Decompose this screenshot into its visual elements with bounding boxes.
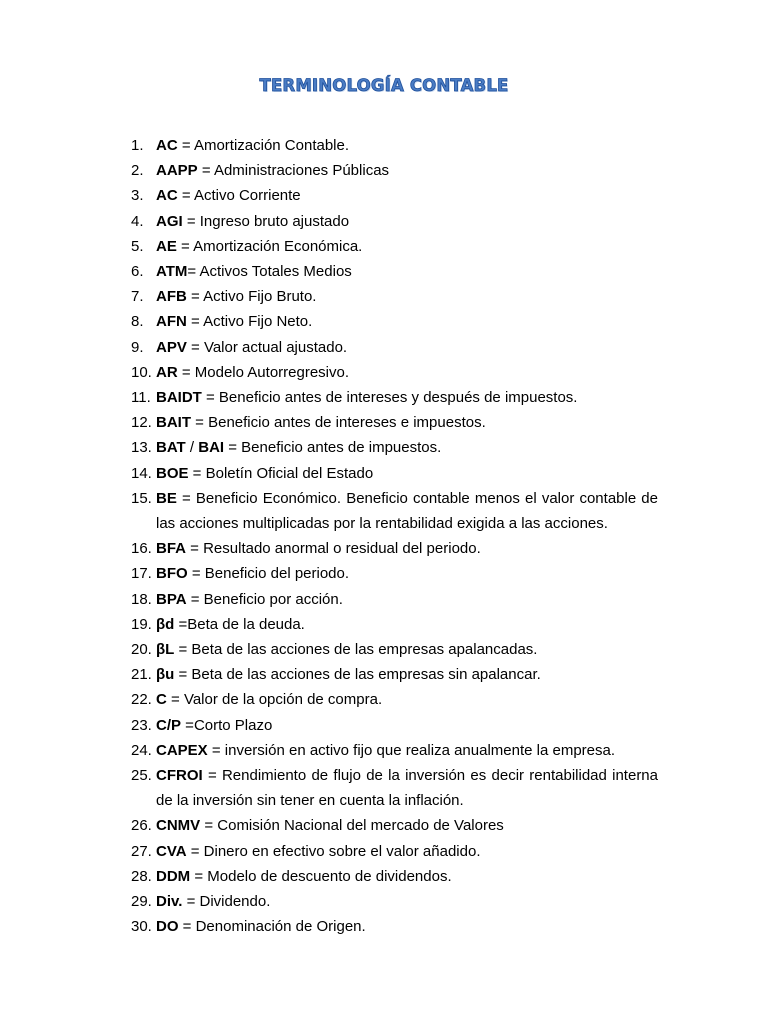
- list-item: [131, 284, 658, 309]
- item-number: 20.: [131, 641, 152, 659]
- item-number: 16.: [131, 540, 152, 558]
- term-definition: = Beneficio antes de impuestos.: [224, 439, 442, 457]
- term-abbreviation: βu: [156, 666, 175, 684]
- item-number: 18.: [131, 590, 152, 608]
- item-number: 9.: [131, 338, 144, 356]
- term-definition: = Activos Totales Medios: [187, 263, 352, 281]
- item-number: 8.: [131, 313, 144, 331]
- item-number: 22.: [131, 691, 152, 709]
- term-text: [156, 889, 658, 914]
- term-abbreviation: AFN: [156, 313, 187, 331]
- term-definition: = Ingreso bruto ajustado: [182, 212, 350, 230]
- item-number: 2.: [131, 162, 144, 180]
- term-text: [156, 587, 658, 612]
- term-abbreviation: AC: [156, 137, 178, 154]
- term-abbreviation: AGI: [156, 212, 183, 230]
- term-abbreviation: BAIT: [156, 414, 191, 432]
- list-item: [131, 687, 658, 712]
- list-item: [131, 385, 658, 410]
- term-abbreviation: BFA: [156, 540, 186, 558]
- term-definition: = Valor actual ajustado.: [186, 338, 348, 356]
- term-text: [156, 864, 658, 889]
- term-text: [156, 637, 658, 662]
- term-text: [156, 183, 658, 208]
- item-number: 11.: [131, 389, 151, 407]
- list-item: [131, 183, 658, 208]
- term-text: [156, 612, 658, 637]
- item-number: 23.: [131, 716, 152, 734]
- item-number: 14.: [131, 464, 152, 482]
- term-text: [156, 536, 658, 561]
- term-text: [156, 385, 658, 410]
- term-text: [156, 335, 658, 360]
- list-item: [131, 813, 658, 838]
- term-definition: = inversión en activo fijo que realiza anualmente la empresa.: [207, 741, 616, 759]
- term-definition: = Activo Corriente: [177, 187, 301, 205]
- item-number: 7.: [131, 288, 144, 306]
- list-item: [131, 889, 658, 914]
- term-text: [156, 461, 658, 486]
- term-definition: = Beneficio antes de intereses e impuestos.: [191, 414, 486, 432]
- term-text: [156, 259, 658, 284]
- item-number: 26.: [131, 817, 152, 835]
- item-number: 25.: [131, 767, 152, 785]
- term-abbreviation: DDM: [156, 867, 191, 885]
- term-abbreviation: DO: [156, 918, 179, 936]
- list-item: [131, 259, 658, 284]
- list-item: [131, 662, 658, 687]
- term-definition: = Amortización Contable.: [177, 137, 350, 154]
- term-text: [156, 738, 658, 763]
- list-item: [131, 234, 658, 259]
- list-item: [131, 309, 658, 334]
- list-item: [131, 713, 658, 738]
- term-abbreviation: BFO: [156, 565, 188, 583]
- list-item: [131, 864, 658, 889]
- term-definition: = Beta de las acciones de las empresas apalancadas.: [174, 641, 538, 659]
- term-abbreviation: BAT: [156, 439, 186, 457]
- list-item: [131, 612, 658, 637]
- term-abbreviation: CFROI: [156, 767, 203, 785]
- list-item: [131, 839, 658, 864]
- term-text: [156, 561, 658, 586]
- item-number: 6.: [131, 263, 144, 281]
- item-number: 12.: [131, 414, 152, 432]
- term-abbreviation: CVA: [156, 842, 187, 860]
- term-text: [156, 435, 658, 460]
- term-text: [156, 284, 658, 309]
- term-definition: =Corto Plazo: [181, 716, 273, 734]
- list-item: [131, 461, 658, 486]
- term-abbreviation: βd: [156, 615, 175, 633]
- item-number: 17.: [131, 565, 152, 583]
- list-item: [131, 133, 658, 158]
- list-item: [131, 637, 658, 662]
- list-item: [131, 587, 658, 612]
- term-text: [156, 158, 658, 183]
- term-abbreviation: APV: [156, 338, 187, 356]
- term-abbreviation: Div.: [156, 893, 183, 911]
- term-definition: /: [185, 439, 199, 457]
- item-number: 1.: [131, 137, 144, 154]
- list-item: [131, 335, 658, 360]
- term-abbreviation: CNMV: [156, 817, 201, 835]
- term-definition: = Activo Fijo Bruto.: [186, 288, 317, 306]
- term-text: [156, 410, 658, 435]
- term-definition: =Beta de la deuda.: [174, 615, 305, 633]
- item-number: 21.: [131, 666, 152, 684]
- term-text: [156, 309, 658, 334]
- term-abbreviation: AAPP: [156, 162, 198, 180]
- term-abbreviation: AE: [156, 237, 177, 255]
- item-number: 30.: [131, 918, 152, 936]
- list-item: [131, 763, 658, 813]
- term-definition: = Beta de las acciones de las empresas sin apalancar.: [174, 666, 541, 684]
- term-abbreviation: AFB: [156, 288, 187, 306]
- term-definition: = Amortización Económica.: [176, 237, 363, 255]
- item-number: 29.: [131, 893, 152, 911]
- item-number: 28.: [131, 867, 152, 885]
- list-item: [131, 486, 658, 536]
- item-number: 27.: [131, 842, 152, 860]
- term-abbreviation: C/P: [156, 716, 182, 734]
- term-definition: = Modelo Autorregresivo.: [177, 363, 350, 381]
- list-item: [131, 410, 658, 435]
- list-item: [131, 209, 658, 234]
- term-text: [156, 486, 658, 536]
- term-definition: = Beneficio Económico. Beneficio contable menos el valor contable de las acciones multiplicadas por la rentabilidad exigida a las acciones.: [156, 489, 658, 533]
- term-text: [156, 209, 658, 234]
- term-definition: = Activo Fijo Neto.: [186, 313, 313, 331]
- list-item: [131, 435, 658, 460]
- term-text: [156, 687, 658, 712]
- term-definition: = Boletín Oficial del Estado: [188, 464, 374, 482]
- terms-list: [131, 133, 658, 940]
- term-definition: = Valor de la opción de compra.: [166, 691, 383, 709]
- term-definition: = Beneficio antes de intereses y después de impuestos.: [201, 389, 578, 407]
- page-title: TERMINOLOGÍA CONTABLE: [259, 76, 509, 95]
- term-abbreviation: CAPEX: [156, 741, 208, 759]
- term-abbreviation: βL: [156, 641, 175, 659]
- term-definition: = Dinero en efectivo sobre el valor añadido.: [186, 842, 481, 860]
- item-number: 3.: [131, 187, 144, 205]
- item-number: 19.: [131, 615, 152, 633]
- list-item: [131, 738, 658, 763]
- term-text: [156, 133, 658, 158]
- term-text: [156, 662, 658, 687]
- list-item: [131, 561, 658, 586]
- term-definition: = Administraciones Públicas: [197, 162, 390, 180]
- term-text: [156, 713, 658, 738]
- term-abbreviation: AR: [156, 363, 178, 381]
- list-item: [131, 360, 658, 385]
- term-text: [156, 839, 658, 864]
- term-abbreviation: BE: [156, 489, 177, 507]
- list-item: [131, 536, 658, 561]
- term-text: [156, 360, 658, 385]
- list-item: [131, 158, 658, 183]
- item-number: 13.: [131, 439, 152, 457]
- item-number: 5.: [131, 237, 144, 255]
- term-definition: = Dividendo.: [182, 893, 271, 911]
- item-number: 4.: [131, 212, 144, 230]
- term-definition: = Resultado anormal o residual del periodo.: [186, 540, 481, 558]
- term-text: [156, 914, 658, 939]
- term-abbreviation: BPA: [156, 590, 187, 608]
- item-number: 10.: [131, 363, 152, 381]
- term-definition: = Modelo de descuento de dividendos.: [190, 867, 452, 885]
- term-abbreviation: BAI: [198, 439, 225, 457]
- term-abbreviation: ATM: [156, 263, 188, 281]
- term-definition: = Comisión Nacional del mercado de Valores: [200, 817, 504, 835]
- item-number: 15.: [131, 489, 152, 507]
- term-definition: = Denominación de Origen.: [178, 918, 366, 936]
- term-abbreviation: BAIDT: [156, 389, 202, 407]
- list-item: [131, 914, 658, 939]
- term-text: [156, 763, 658, 813]
- item-number: 24.: [131, 741, 152, 759]
- term-definition: = Rendimiento de flujo de la inversión es decir rentabilidad interna de la inversión sin tener en cuenta la inflación.: [156, 767, 658, 810]
- term-abbreviation: C: [156, 691, 167, 709]
- term-text: [156, 813, 658, 838]
- term-definition: = Beneficio del periodo.: [187, 565, 350, 583]
- term-text: [156, 234, 658, 259]
- term-abbreviation: AC: [156, 187, 178, 205]
- term-abbreviation: BOE: [156, 464, 189, 482]
- term-definition: = Beneficio por acción.: [186, 590, 343, 608]
